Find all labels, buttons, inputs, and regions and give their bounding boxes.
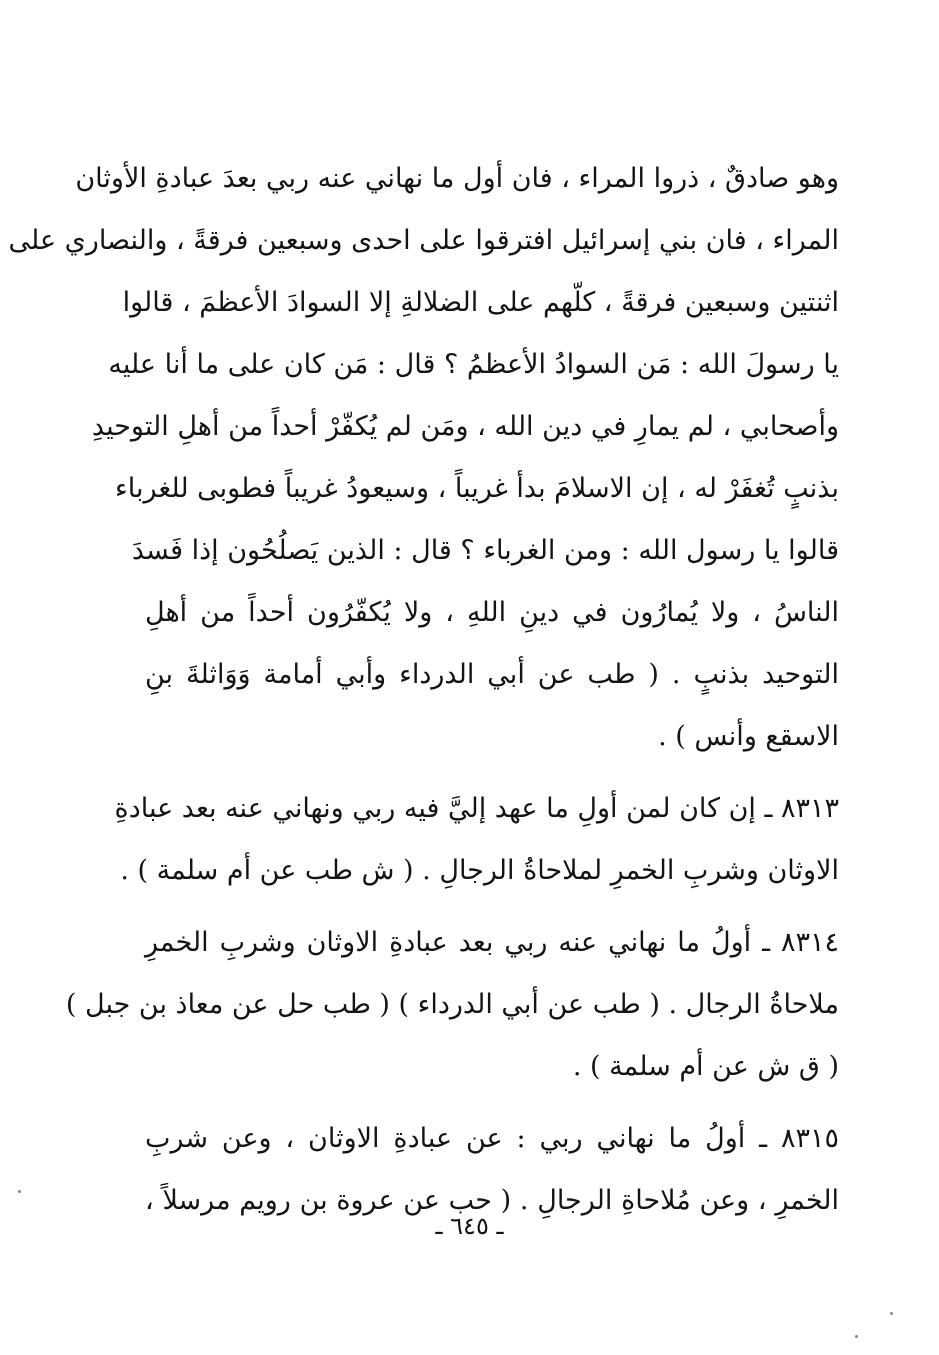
text-line: الاوثان وشربِ الخمرِ لملاحاةُ الرجالِ . ( ش طب عن أم سلمة ) . [120,855,839,886]
text-line: بذنبٍ تُغفَرْ له ، إن الاسلامَ بدأ غريباً ، وسيعودُ غريباً فطوبى للغرباء [115,473,839,504]
text-line: ٨٣١٣ ـ إن كان لمن أولِ ما عهد إليَّ فيه ربي ونهاني عنه بعد عبادةِ [114,793,839,824]
text-line: ( ق ش عن أم سلمة ) . [572,1051,839,1082]
text-line: الخمرِ ، وعن مُلاحاةِ الرجالِ . ( حب عن عروة بن رويم مرسلاً ، [145,1185,839,1216]
text-line: ٨٣١٤ ـ أولُ ما نهاني عنه ربي بعد عبادةِ الاوثان وشربِ الخمرِ [145,927,839,958]
hadith-8313 [114,778,839,902]
text-line: ٨٣١٥ ـ أولُ ما نهاني ربي : عن عبادةِ الاوثان ، وعن شربِ [145,1123,839,1154]
text-line: ملاحاةُ الرجال . ( طب عن أبي الدرداء ) ( طب حل عن معاذ بن جبل ) [65,989,839,1020]
page-body [8,148,839,1232]
scan-speck [890,1312,893,1315]
text-line: قالوا يا رسول الله : ومن الغرباء ؟ قال : الذين يَصلُحُون إذا فَسدَ [131,535,839,566]
scan-speck [18,1190,21,1193]
text-line: الاسقع وأنس ) . [658,721,839,752]
text-line: المراء ، فان بني إسرائيل افترقوا على احدى وسبعين فرقةً ، والنصاري على [8,225,839,256]
hadith-8314 [65,912,839,1098]
hadith-continued [8,148,839,768]
page-number: ـ ٦٤٥ ـ [435,1212,504,1240]
text-line: وأصحابي ، لم يمارِ في دين الله ، ومَن لم يُكفّرْ أحداً من أهلِ التوحيدِ [91,411,839,442]
text-line: يا رسولَ الله : مَن السوادُ الأعظمُ ؟ قال : مَن كان على ما أنا عليه [108,349,839,380]
text-line: التوحيد بذنبٍ . ( طب عن أبي الدرداء وأبي أمامة وَوَاثلةَ بنِ [145,659,839,690]
scan-speck [855,1335,858,1338]
text-line: اثنتين وسبعين فرقةً ، كلّهم على الضلالةِ إلا السوادَ الأعظمَ ، قالوا [122,287,839,318]
text-line: وهو صادقٌ ، ذروا المراء ، فان أول ما نهاني عنه ربي بعدَ عبادةِ الأوثان [75,163,839,194]
text-line: الناسُ ، ولا يُمارُون في دينِ اللهِ ، ولا يُكفّرُون أحداً من أهلِ [145,597,839,628]
